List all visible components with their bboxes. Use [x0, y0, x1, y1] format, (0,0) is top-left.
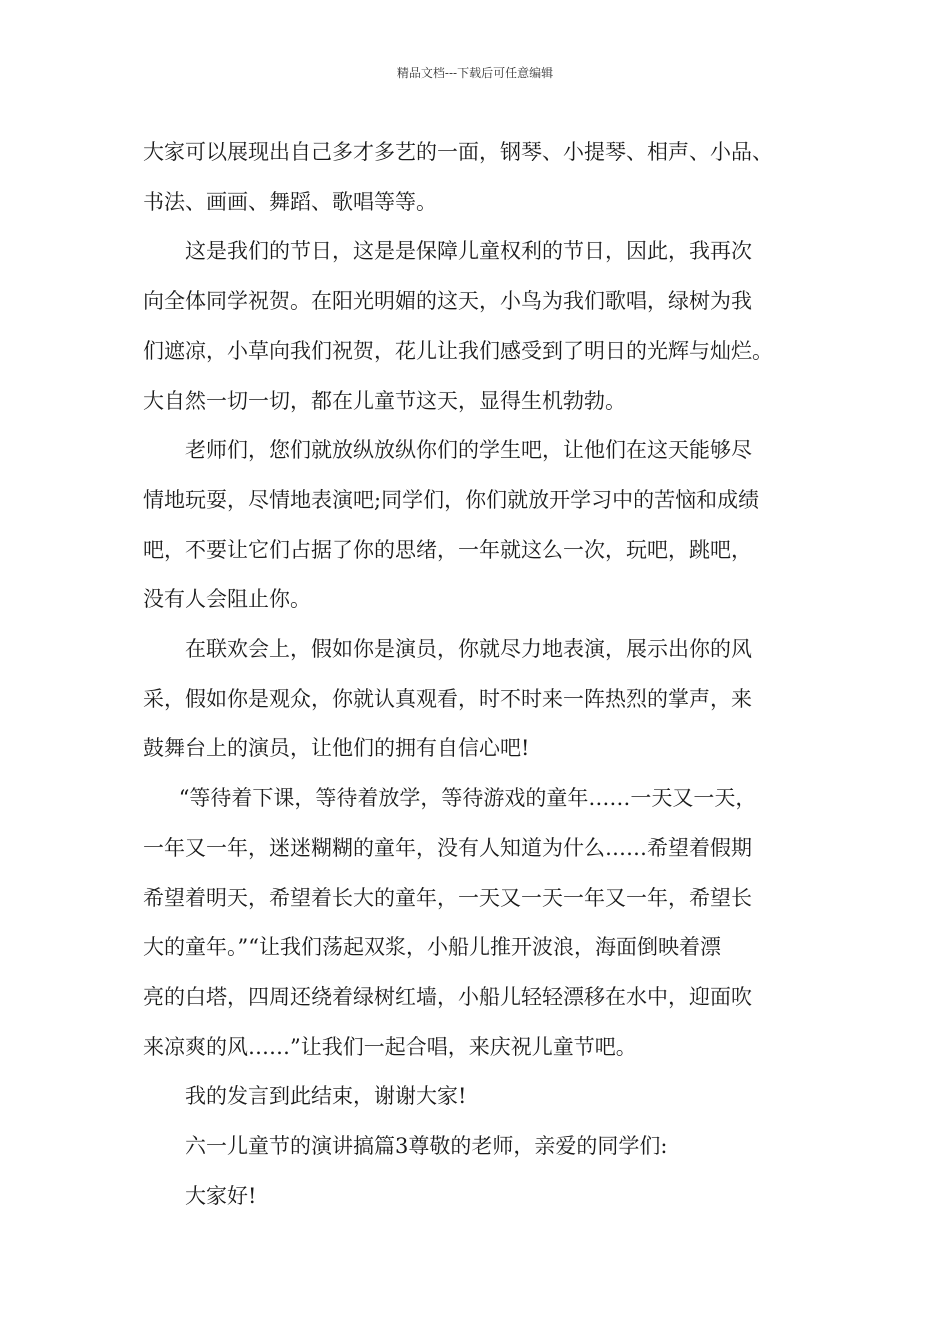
- text-line: “等待着下课，等待着放学，等待游戏的童年……一天又一天，: [178, 786, 757, 811]
- text-line: 我的发言到此结束，谢谢大家!: [185, 1084, 467, 1109]
- paragraph-4: [143, 625, 833, 774]
- document-body: [143, 128, 833, 1221]
- text-line: 这是我们的节日，这是是保障儿童权利的节日，因此，我再次: [185, 239, 752, 264]
- text-line: 大的童年。”“让我们荡起双浆，小船儿推开波浪，海面倒映着漂: [143, 935, 721, 960]
- text-line: 大家可以展现出自己多才多艺的一面，钢琴、小提琴、相声、小品、: [143, 140, 773, 164]
- page-header: 精品文档---下载后可任意编辑: [396, 66, 554, 80]
- paragraph-1: [143, 128, 833, 227]
- text-line: 大自然一切一切，都在儿童节这天，显得生机勃勃。: [143, 388, 626, 413]
- text-line: 老师们，您们就放纵放纵你们的学生吧，让他们在这天能够尽: [185, 438, 752, 463]
- text-line: 鼓舞台上的演员，让他们的拥有自信心吧!: [143, 736, 530, 761]
- text-line: 情地玩耍，尽情地表演吧;同学们，你们就放开学习中的苦恼和成绩: [143, 487, 760, 512]
- text-line: 采，假如你是观众，你就认真观看，时不时来一阵热烈的掌声，来: [143, 686, 752, 711]
- paragraph-2: [143, 227, 833, 426]
- paragraph-7: [143, 1122, 833, 1172]
- text-line: 们遮凉，小草向我们祝贺，花儿让我们感受到了明日的光辉与灿烂。: [143, 338, 773, 363]
- text-line: 没有人会阻止你。: [143, 587, 311, 612]
- text-line: 在联欢会上，假如你是演员，你就尽力地表演，展示出你的风: [185, 637, 752, 662]
- paragraph-3: [143, 426, 833, 625]
- text-line: 来凉爽的风……”让我们一起合唱，来庆祝儿童节吧。: [143, 1034, 637, 1059]
- text-line: 书法、画画、舞蹈、歌唱等等。: [143, 189, 437, 214]
- text-line: 吧，不要让它们占据了你的思绪，一年就这么一次，玩吧，跳吧，: [143, 537, 752, 562]
- text-line: 六一儿童节的演讲搞篇3尊敬的老师，亲爱的同学们:: [185, 1134, 668, 1159]
- paragraph-6: [143, 1072, 833, 1122]
- text-line: 大家好!: [185, 1183, 257, 1208]
- paragraph-8: [143, 1172, 833, 1222]
- paragraph-5: [143, 774, 833, 1072]
- text-line: 向全体同学祝贺。在阳光明媚的这天，小鸟为我们歌唱，绿树为我: [143, 289, 752, 314]
- text-line: 希望着明天，希望着长大的童年，一天又一天一年又一年，希望长: [143, 885, 752, 910]
- text-line: 亮的白塔，四周还绕着绿树红墙，小船儿轻轻漂移在水中，迎面吹: [143, 984, 752, 1009]
- text-line: 一年又一年，迷迷糊糊的童年，没有人知道为什么……希望着假期: [143, 835, 752, 860]
